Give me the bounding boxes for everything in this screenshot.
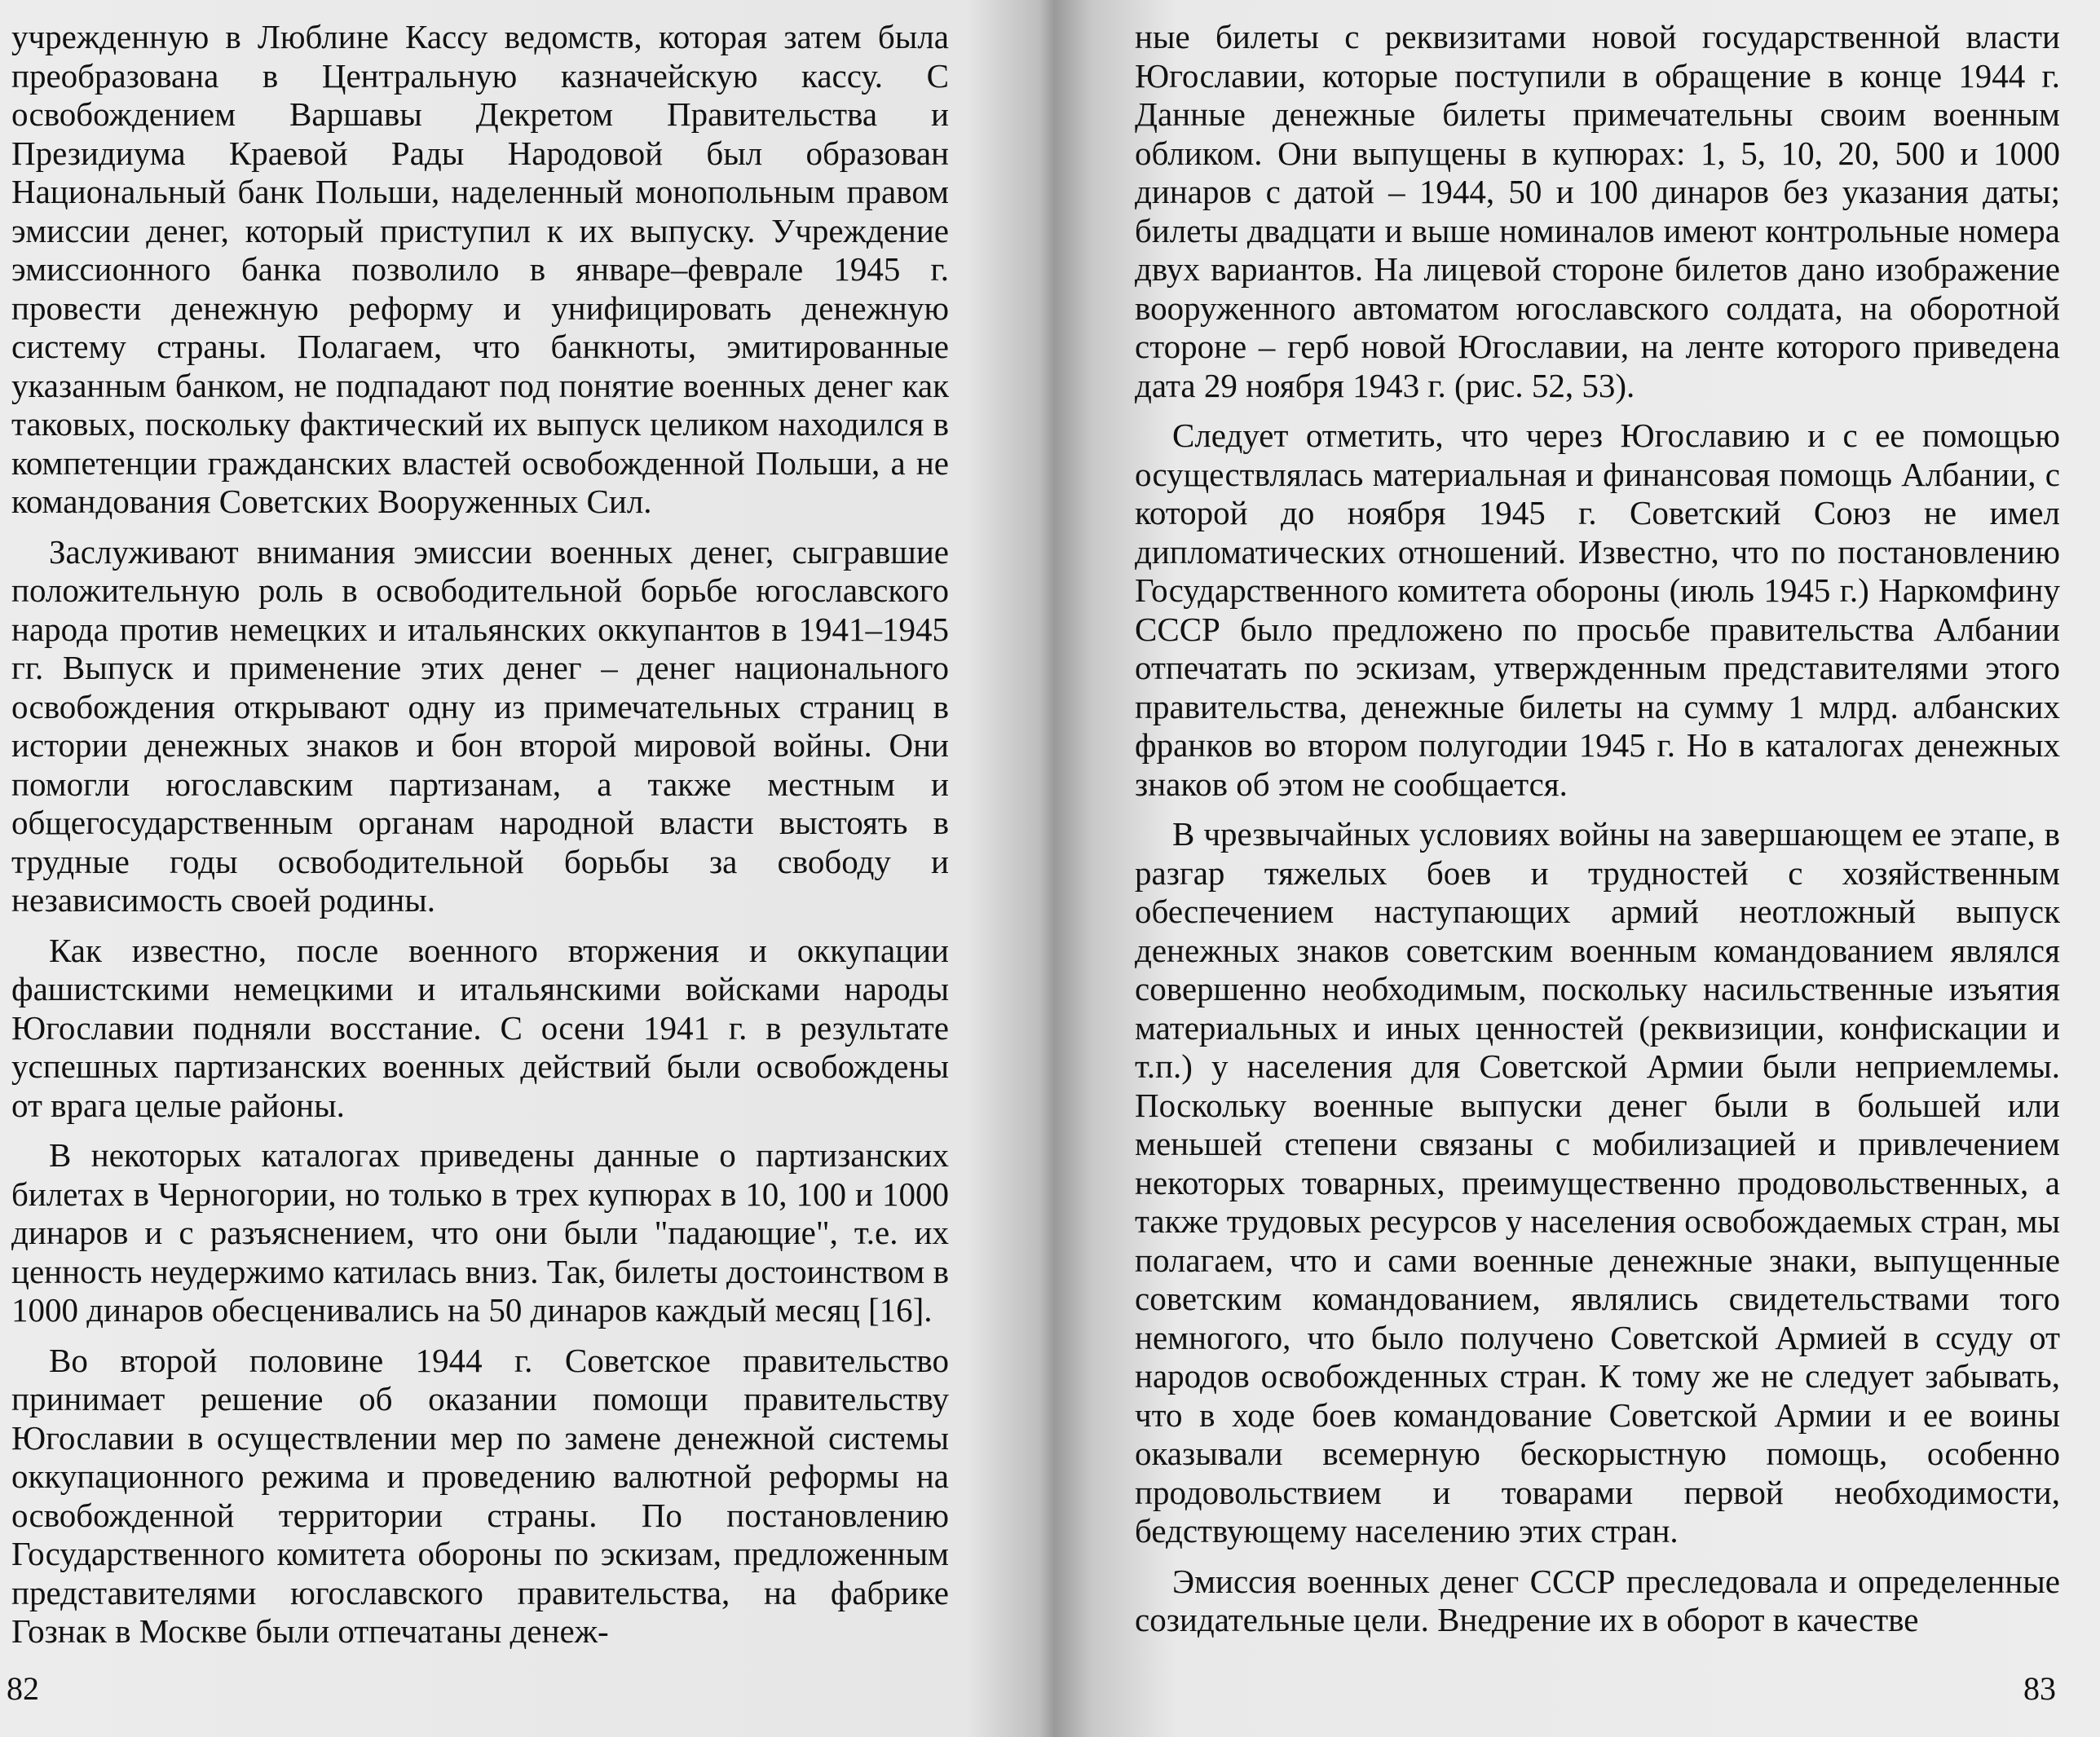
right-paragraph-1: ные билеты с реквизитами новой государственной власти Югославии, которые поступили в обращение в конце 1944 г. Данные денежные билеты примечательны своим военным обликом. Они выпущены в купюрах: 1, 5, 10, 20, 500 и 1000 динаров с датой – 1944, 50 и 100 динаров без указания даты; билеты двадцати и выше номиналов имеют контрольные номера двух вариантов. На лицевой стороне билетов дано изображение вооруженного автоматом югославского солдата, на оборотной стороне – герб новой Югославии, на ленте которого приведена дата 29 ноября 1943 г. (рис. 52, 53).	[1135, 18, 2060, 404]
left-paragraph-1: учрежденную в Люблине Кассу ведомств, которая затем была преобразована в Центральную казначейскую кассу. С освобождением Варшавы Декретом Правительства и Президиума Краевой Рады Народовой был образован Национальный банк Польши, наделенный монопольным правом эмиссии денег, который приступил к их выпуску. Учреждение эмиссионного банка позволило в январе–феврале 1945 г. провести денежную реформу и унифицировать денежную систему страны. Полагаем, что банкноты, эмитированные указанным банком, не подпадают под понятие военных денег как таковых, поскольку фактический их выпуск целиком находился в компетенции гражданских властей освобожденной Польши, а не командования Советских Вооруженных Сил.	[11, 18, 949, 520]
right-page-number: 83	[2023, 1670, 2056, 1707]
right-paragraph-4: Эмиссия военных денег СССР преследовала и определенные созидательные цели. Внедрение их в оборот в качестве	[1135, 1562, 2060, 1638]
left-paragraph-3: Как известно, после военного вторжения и оккупации фашистскими немецкими и итальянскими войсками народы Югославии подняли восстание. С осени 1941 г. в результате успешных партизанских военных действий были освобождены от врага целые районы.	[11, 931, 949, 1124]
right-page	[1135, 18, 2060, 1681]
left-page-number: 82	[7, 1670, 39, 1707]
left-paragraph-2: Заслуживают внимания эмиссии военных денег, сыгравшие положительную роль в освободительной борьбе югославского народа против немецких и итальянских оккупантов в 1941–1945 гг. Выпуск и применение этих денег – денег национального освобождения открывают одну из примечательных страниц в истории денежных знаков и бон второй мировой войны. Они помогли югославским партизанам, а также местным и общегосударственным органам народной власти выстоять в трудные годы освободительной борьбы за свободу и независимость своей родины.	[11, 532, 949, 919]
right-paragraph-2: Следует отметить, что через Югославию и с ее помощью осуществлялась материальная и финансовая помощь Албании, с которой до ноября 1945 г. Советский Союз не имел дипломатических отношений. Известно, что по постановлению Государственного комитета обороны (июль 1945 г.) Наркомфину СССР было предложено по просьбе правительства Албании отпечатать по эскизам, утвержденным представителями этого правительства, денежные билеты на сумму 1 млрд. албанских франков во втором полугодии 1945 г. Но в каталогах денежных знаков об этом не сообщается.	[1135, 417, 2060, 803]
left-page	[11, 18, 949, 1681]
left-paragraph-5: Во второй половине 1944 г. Советское правительство принимает решение об оказании помощи правительству Югославии в осуществлении мер по замене денежной системы оккупационного режима и проведению валютной реформы на освобожденной территории страны. По постановлению Государственного комитета обороны по эскизам, предложенным представителями югославского правительства, на фабрике Гознак в Москве были отпечатаны денеж-	[11, 1341, 949, 1650]
left-paragraph-4: В некоторых каталогах приведены данные о партизанских билетах в Черногории, но только в трех купюрах в 10, 100 и 1000 динаров и с разъяснением, что они были "падающие", т.е. их ценность неудержимо катилась вниз. Так, билеты достоинством в 1000 динаров обесценивались на 50 динаров каждый месяц [16].	[11, 1136, 949, 1329]
right-paragraph-3: В чрезвычайных условиях войны на завершающем ее этапе, в разгар тяжелых боев и трудностей с хозяйственным обеспечением наступающих армий неотложный выпуск денежных знаков советским военным командованием являлся совершенно необходимым, поскольку насильственные изъятия материальных и иных ценностей (реквизиции, конфискации и т.п.) у населения для Советской Армии были неприемлемы. Поскольку военные выпуски денег были в большей или меньшей степени связаны с мобилизацией и привлечением некоторых товарных, преимущественно продовольственных, а также трудовых ресурсов у населения освобождаемых стран, мы полагаем, что и сами военные денежные знаки, выпущенные советским командованием, являлись свидетельствами того немногого, что было получено Советской Армией в ссуду от народов освобожденных стран. К тому же не следует забывать, что в ходе боев командование Советской Армии и ее воины оказывали всемерную бескорыстную помощь, особенно продовольствием и товарами первой необходимости, бедствующему населению этих стран.	[1135, 815, 2060, 1550]
